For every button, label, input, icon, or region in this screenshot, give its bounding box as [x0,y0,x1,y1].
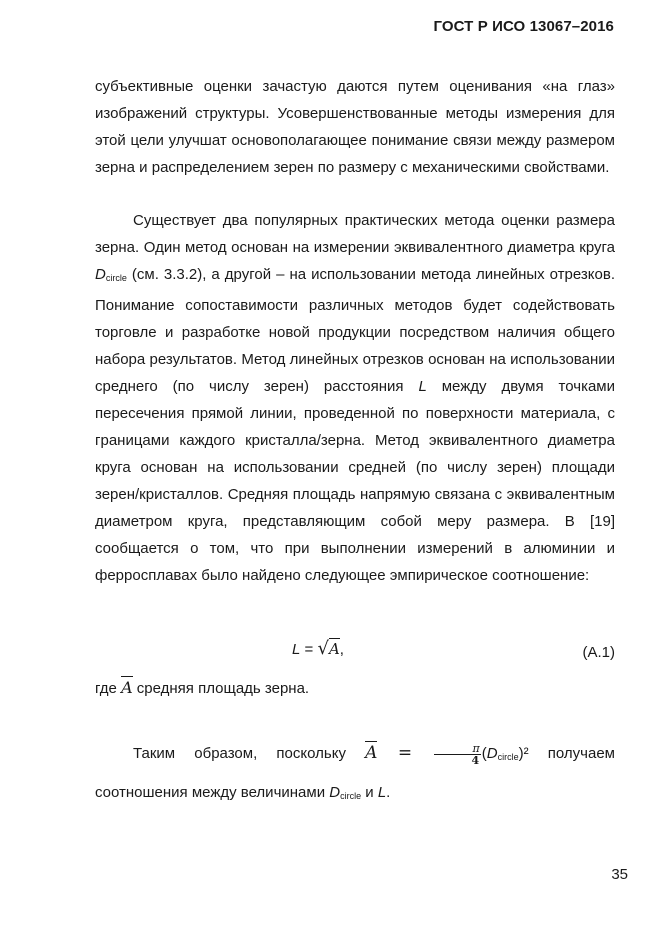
paragraph-grain-size-methods [95,207,615,589]
formula-expression [292,638,344,659]
fraction-denominator: 4 [471,753,480,767]
sqrt-icon: √ [317,638,329,659]
equation-number: (А.1) [582,644,615,661]
mean-area-symbol: A [328,640,340,658]
paren-open: ( [481,745,487,762]
d-circle-symbol: $D_{circle}$ [329,784,362,801]
mean-area-symbol: A [121,678,133,697]
paragraph-text-segment: получаем соотношения между величинами [95,745,615,801]
l-symbol: L [377,784,387,801]
page-number: 35 [611,866,628,883]
conclusion-equals: = [377,743,433,763]
where-prefix: где [95,680,122,697]
l-symbol: L [418,378,427,395]
where-definition [95,678,309,697]
paragraph-text-segment: (см. 3.3.2), а другой – на использовании метода линейных отрезков. Понимание сопоставимости различных методов будет содействовать торговле и разработке новой продукции посредством наличия общего набора результатов. Метод линейных отрезков основан на использовании среднего (по числу зерен) расстояния [95,266,615,395]
paragraph-text-segment: Существует два популярных практических метода оценки размера зерна. Один метод основан на измерении эквивалентного диаметра круга [95,212,615,256]
fraction-numerator: π [434,743,481,755]
document-code-header: ГОСТ Р ИСО 13067–2016 [433,18,614,35]
d-circle-symbol: $D_{circle}$ [95,266,127,283]
period: . [386,784,391,801]
paragraph-text-segment: Таким образом, поскольку [133,745,366,762]
mean-area-symbol: A [365,743,378,763]
d-circle-subscript: circle [497,752,519,762]
paragraph-conclusion [95,735,615,814]
paren-close-squared: )² [518,745,529,762]
d-circle-subscript: circle [105,273,127,283]
paragraph-subjective-estimates: субъективные оценки зачастую даются путем оценивания «на глаз» изображений структуры. Усовершенствованные методы измерения для этой цели улучшат основополагающее понимание связи между размером зерна и распределением зерен по размеру с механическими свойствами. [95,78,615,176]
where-text: средняя площадь зерна. [132,680,310,697]
paragraph-text-segment: между двумя точками пересечения прямой линии, проведенной по поверхности материала, с границами каждого кристалла/зерна. Метод эквивалентного диаметра круга основан на использовании средней (по числу зерен) площади зерен/кристаллов. Средняя площадь напрямую связана с эквивалентным диаметром круга, представляющим собой меру размера. В [19] сообщается о том, что при выполнении измерений в алюминии и ферросплавах было найдено следующее эмпирическое соотношение: [95,378,615,584]
equation-a1 [95,638,615,668]
formula-equals: = [300,641,318,658]
d-circle-subscript: circle [340,791,362,801]
d-circle-symbol: $D_{circle}$ [486,745,519,762]
conjunction: и [361,784,378,801]
pi-over-four-fraction [434,743,481,766]
formula-lhs: L [292,641,301,658]
formula-comma: , [339,641,344,658]
radicand [329,638,340,658]
